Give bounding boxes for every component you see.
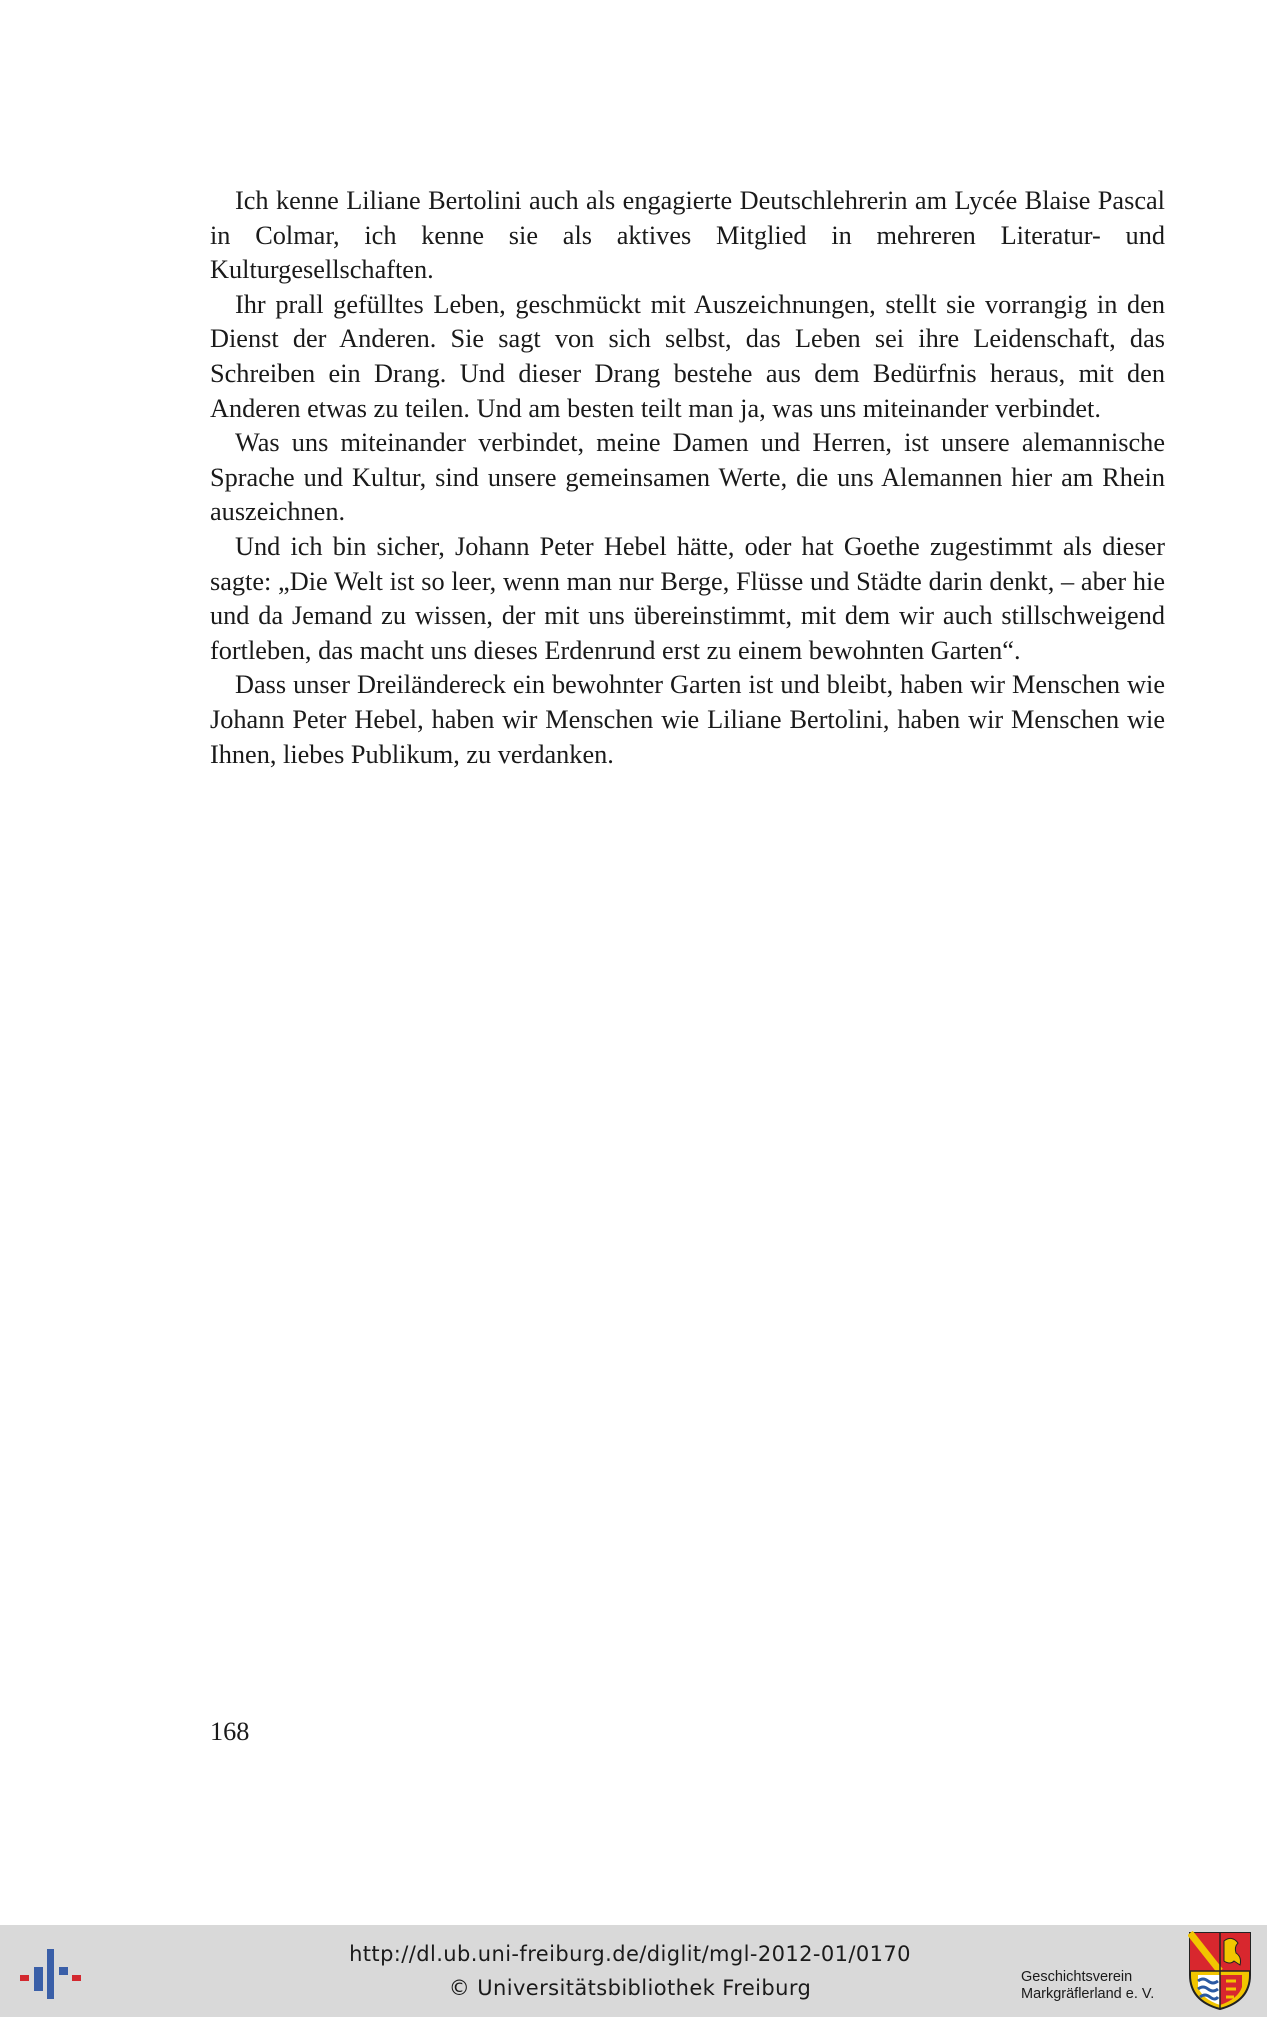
footer-bar xyxy=(0,1925,1267,2017)
paragraph: Was uns miteinander verbindet, meine Damen und Herren, ist unsere alemannische Sprache und Kultur, sind unsere gemeinsamen Werte, die uns Alemannen hier am Rhein auszeichnen. xyxy=(210,428,1165,527)
publisher-line-2: Markgräflerland e. V. xyxy=(1021,1986,1155,2002)
paragraph: Und ich bin sicher, Johann Peter Hebel hätte, oder hat Goethe zugestimmt als dieser sagte: „Die Welt ist so leer, wenn man nur Berge, Flüsse und Städte darin denkt, – aber hie und da Jemand zu wissen, der mit uns übereinstimmt, mit dem wir auch stillschweigend fortleben, das macht uns dieses Erdenrund erst zu einem bewohnten Garten“. xyxy=(210,531,1165,665)
body-text xyxy=(210,184,1165,772)
publisher-line-1: Geschichtsverein xyxy=(1021,1969,1133,1985)
digital-library-logo-icon xyxy=(20,1949,82,1999)
publisher-name xyxy=(1021,1969,1154,2003)
coat-of-arms-icon xyxy=(1188,1931,1252,2011)
page-number: 168 xyxy=(210,1717,250,1746)
paragraph: Dass unser Dreiländereck ein bewohnter Garten ist und bleibt, haben wir Menschen wie Johann Peter Hebel, haben wir Menschen wie Liliane Bertolini, haben wir Menschen wie Ihnen, liebes Publikum, zu verdanken. xyxy=(210,670,1165,769)
copyright-notice: © Universitätsbibliothek Freiburg xyxy=(448,1976,812,2000)
paragraph: Ihr prall gefülltes Leben, geschmückt mit Auszeichnungen, stellt sie vorrangig in den Dienst der Anderen. Sie sagt von sich selbst, das Leben sei ihre Leidenschaft, das Schreiben ein Drang. Und dieser Drang bestehe aus dem Bedürfnis heraus, mit den Anderen etwas zu teilen. Und am besten teilt man ja, was uns miteinander verbindet. xyxy=(210,289,1165,423)
footer-citation xyxy=(300,1937,960,2005)
paragraph: Ich kenne Liliane Bertolini auch als engagierte Deutschlehrerin am Lycée Blaise Pascal in Colmar, ich kenne sie als aktives Mitglied in mehreren Literatur- und Kulturgesellschaften. xyxy=(210,186,1165,285)
source-url-link[interactable]: http://dl.ub.uni-freiburg.de/diglit/mgl-2012-01/0170 xyxy=(349,1942,911,1966)
